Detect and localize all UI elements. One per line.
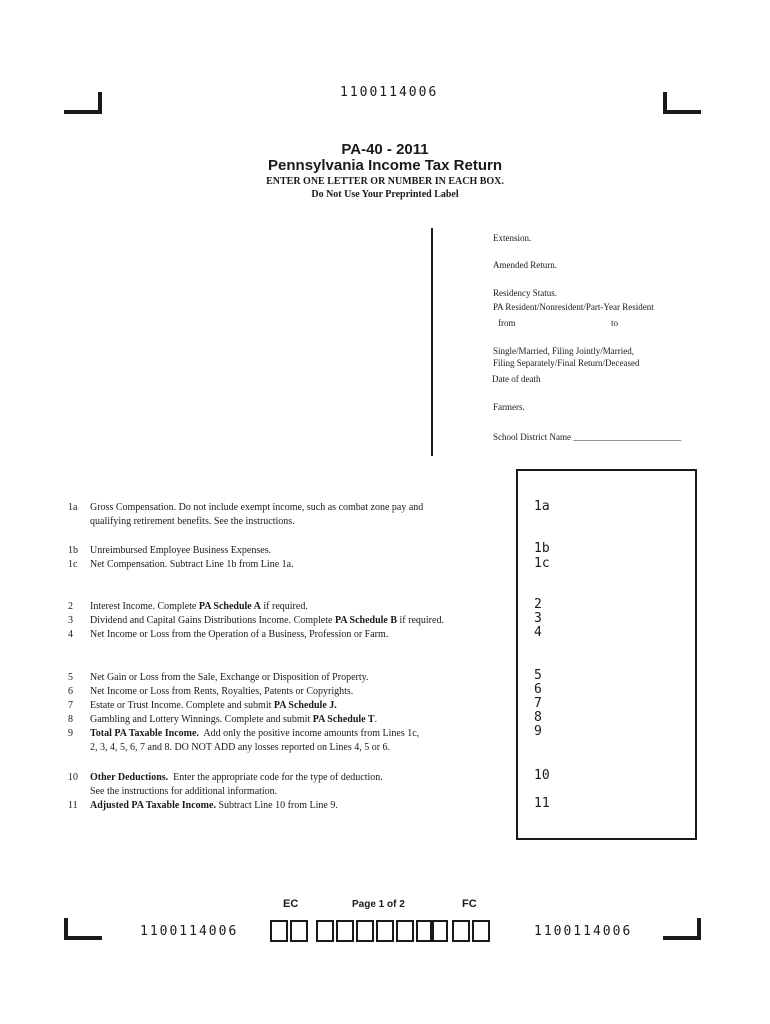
line-number-7: 7 <box>68 700 73 711</box>
page-box-3[interactable] <box>356 920 374 942</box>
line-text-9: Total PA Taxable Income. Add only the positive income amounts from Lines 1c, <box>90 728 420 739</box>
residency-status-label: Residency Status. <box>493 288 557 298</box>
ec-label: EC <box>283 898 299 910</box>
line-number-10: 10 <box>68 772 78 783</box>
line-text-10-cont: See the instructions for additional information. <box>90 786 278 797</box>
extension-label: Extension. <box>493 233 532 243</box>
box-label-10: 10 <box>534 768 550 783</box>
box-label-6: 6 <box>534 682 542 697</box>
registration-mark-bottom-left <box>64 918 102 940</box>
line-text-2: Interest Income. Complete PA Schedule A if required. <box>90 601 308 612</box>
page-box-4[interactable] <box>376 920 394 942</box>
date-of-death-label: Date of death <box>492 374 541 384</box>
line-number-5: 5 <box>68 672 73 683</box>
box-label-1b: 1b <box>534 541 550 556</box>
ec-box-2[interactable] <box>290 920 308 942</box>
residency-from-label: from <box>498 318 516 328</box>
vertical-divider <box>431 228 433 456</box>
line-number-8: 8 <box>68 714 73 725</box>
residency-to-label: to <box>611 318 619 328</box>
box-label-3: 3 <box>534 611 542 626</box>
registration-mark-top-left <box>64 92 102 114</box>
residency-options: PA Resident/Nonresident/Part-Year Resident <box>493 302 654 312</box>
line-text-1a-cont: qualifying retirement benefits. See the instructions. <box>90 516 295 527</box>
line-number-11: 11 <box>68 800 78 811</box>
page-box-2[interactable] <box>336 920 354 942</box>
page-box-1[interactable] <box>316 920 334 942</box>
barcode-top: 1100114006 <box>340 85 439 100</box>
line-text-9-cont: 2, 3, 4, 5, 6, 7 and 8. DO NOT ADD any losses reported on Lines 4, 5 or 6. <box>90 742 391 753</box>
fc-box-2[interactable] <box>472 920 490 942</box>
line-text-10: Other Deductions. Enter the appropriate code for the type of deduction. <box>90 772 383 783</box>
line-text-11: Adjusted PA Taxable Income. Subtract Line 10 from Line 9. <box>90 800 338 811</box>
line-number-2: 2 <box>68 601 73 612</box>
page-indicator: Page 1 of 2 <box>352 899 405 910</box>
barcode-bottom-right: 1100114006 <box>534 924 633 939</box>
page-box-5[interactable] <box>396 920 414 942</box>
line-text-1b: Unreimbursed Employee Business Expenses. <box>90 545 272 556</box>
form-id: PA-40 - 2011 <box>341 141 429 158</box>
amounts-box <box>516 469 697 840</box>
box-label-9: 9 <box>534 724 542 739</box>
form-subinstruction: Do Not Use Your Preprinted Label <box>311 189 459 200</box>
line-number-9: 9 <box>68 728 73 739</box>
box-label-4: 4 <box>534 625 542 640</box>
line-text-6: Net Income or Loss from Rents, Royalties, Patents or Copyrights. <box>90 686 354 697</box>
line-text-1a: Gross Compensation. Do not include exempt income, such as combat zone pay and <box>90 502 424 513</box>
form-instruction: ENTER ONE LETTER OR NUMBER IN EACH BOX. <box>266 176 504 187</box>
amended-return-label: Amended Return. <box>493 260 557 270</box>
box-label-1c: 1c <box>534 556 550 571</box>
ec-box-1[interactable] <box>270 920 288 942</box>
line-number-4: 4 <box>68 629 73 640</box>
filing-status-line2: Filing Separately/Final Return/Deceased <box>493 358 640 368</box>
filing-status-line1: Single/Married, Filing Jointly/Married, <box>493 346 634 356</box>
line-number-3: 3 <box>68 615 73 626</box>
line-text-4: Net Income or Loss from the Operation of a Business, Profession or Farm. <box>90 629 389 640</box>
box-label-8: 8 <box>534 710 542 725</box>
box-label-1a: 1a <box>534 499 550 514</box>
page-box-7[interactable] <box>430 920 448 942</box>
form-title: Pennsylvania Income Tax Return <box>268 157 502 174</box>
farmers-label: Farmers. <box>493 402 525 412</box>
box-label-11: 11 <box>534 796 550 811</box>
box-label-7: 7 <box>534 696 542 711</box>
school-district-label: School District Name ________________________ <box>493 432 682 442</box>
fc-box-1[interactable] <box>452 920 470 942</box>
box-label-2: 2 <box>534 597 542 612</box>
registration-mark-top-right <box>663 92 701 114</box>
line-number-1c: 1c <box>68 559 78 570</box>
line-text-3: Dividend and Capital Gains Distributions Income. Complete PA Schedule B if required. <box>90 615 444 626</box>
registration-mark-bottom-right <box>663 918 701 940</box>
line-text-7: Estate or Trust Income. Complete and submit PA Schedule J. <box>90 700 337 711</box>
line-text-8: Gambling and Lottery Winnings. Complete and submit PA Schedule T. <box>90 714 378 725</box>
line-text-5: Net Gain or Loss from the Sale, Exchange or Disposition of Property. <box>90 672 369 683</box>
box-label-5: 5 <box>534 668 542 683</box>
fc-label: FC <box>462 898 477 910</box>
line-text-1c: Net Compensation. Subtract Line 1b from Line 1a. <box>90 559 294 570</box>
barcode-bottom-left: 1100114006 <box>140 924 239 939</box>
line-number-1b: 1b <box>68 545 78 556</box>
line-number-1a: 1a <box>68 502 78 513</box>
line-number-6: 6 <box>68 686 73 697</box>
